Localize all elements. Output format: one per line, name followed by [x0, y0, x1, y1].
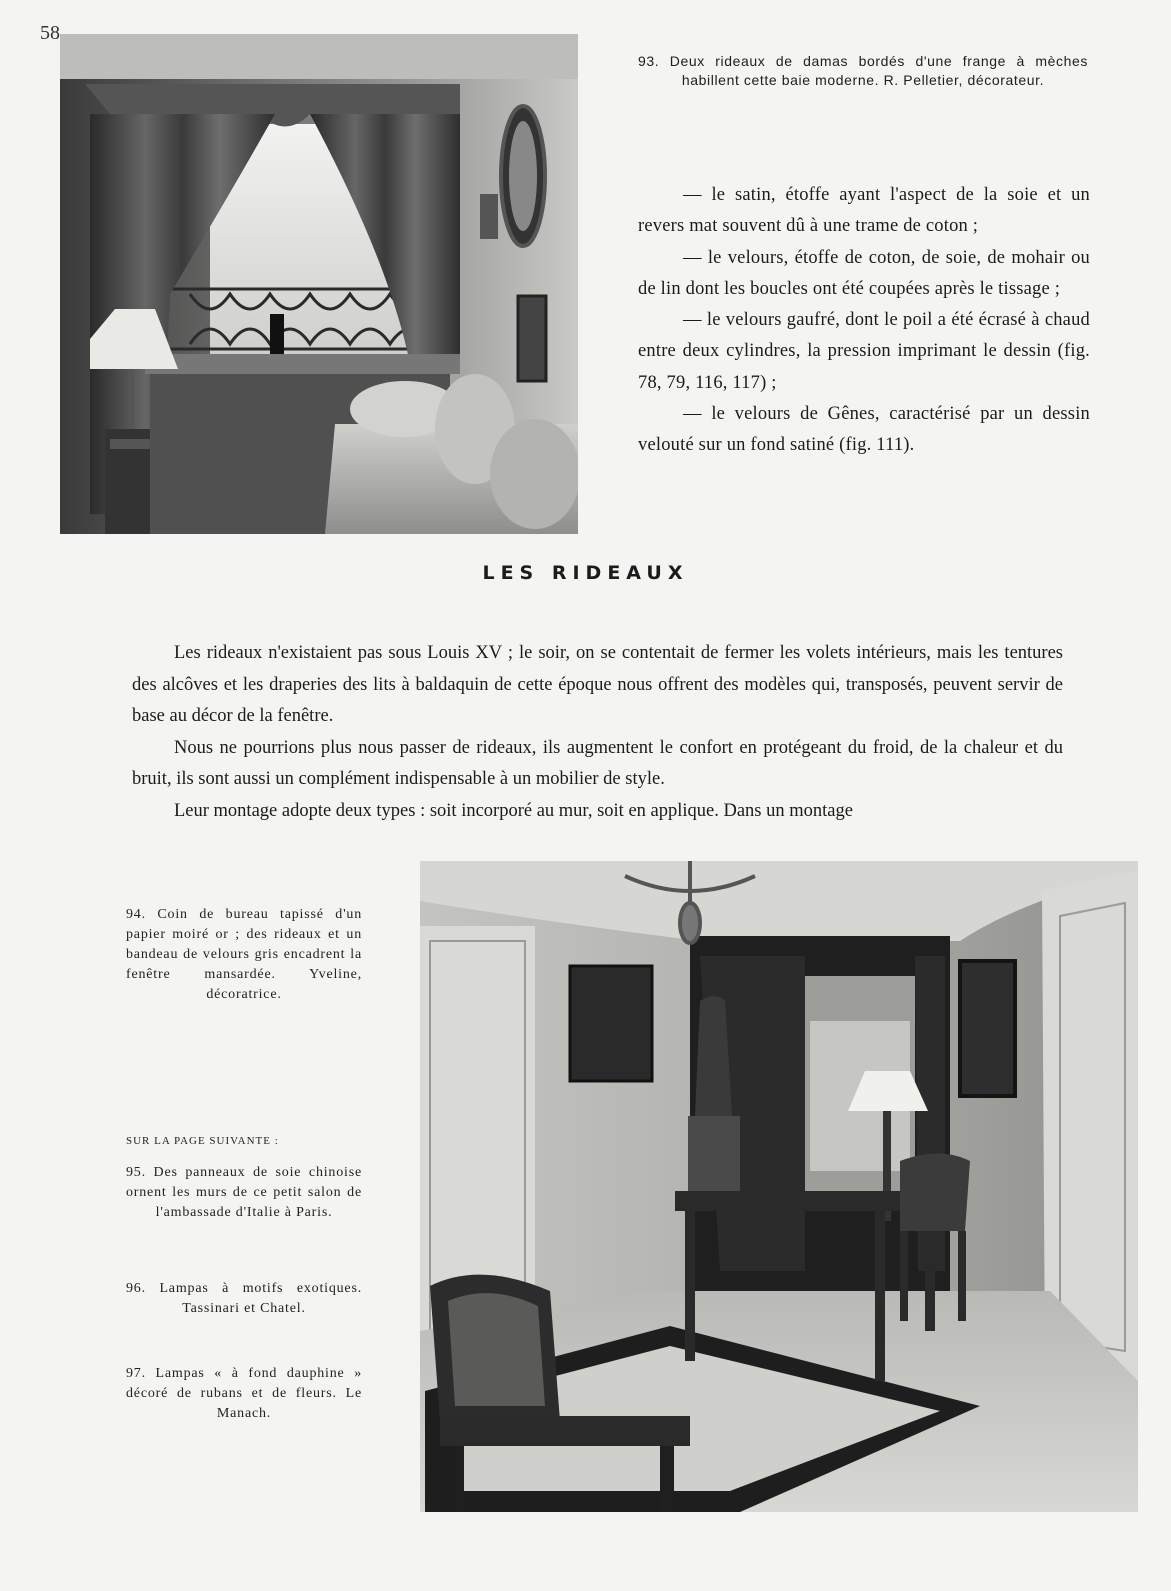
text-paragraph-satin: — le satin, étoffe ayant l'aspect de la soie et un revers mat souvent dû à une trame de coton ; [638, 185, 1090, 237]
text-paragraph-velours: — le velours, étoffe de coton, de soie, de mohair ou de lin dont les boucles ont été coupées après le tissage ; [638, 247, 1090, 299]
figure-96-caption-text: 96. Lampas à motifs exotiques. Tassinari et Chatel. [126, 1281, 362, 1316]
body-paragraph-3: Leur montage adopte deux types : soit incorporé au mur, soit en applique. Dans un montage [174, 800, 853, 821]
text-paragraph-velours-genes: — le velours de Gênes, caractérisé par un dessin velouté sur un fond satiné (fig. 111). [638, 404, 1090, 456]
figure-94-caption-text: 94. Coin de bureau tapissé d'un papier moiré or ; des rideaux et un bandeau de velours gris encadrent la fenêtre mansardée. Yveline, décoratrice. [126, 907, 362, 1002]
figure-94-caption [126, 905, 362, 1005]
curtained-window-photo [60, 34, 578, 534]
page-number: 58 [40, 22, 60, 44]
body-text [132, 638, 1063, 827]
body-paragraph-2: Nous ne pourrions plus nous passer de rideaux, ils augmentent le confort en protégeant du froid, de la chaleur et du bruit, ils sont aussi un complément indispensable à un mobilier de style. [132, 737, 1063, 789]
next-page-heading [126, 1131, 362, 1151]
next-page-heading-text: SUR LA PAGE SUIVANTE : [126, 1135, 279, 1147]
figure-97-caption-text: 97. Lampas « à fond dauphine » décoré de rubans et de fleurs. Le Manach. [126, 1366, 362, 1421]
body-paragraph-1: Les rideaux n'existaient pas sous Louis XV ; le soir, on se contentait de fermer les volets intérieurs, mais les tentures des alcôves et les draperies des lits à baldaquin de cette époque nous offrent des modèles qui, transposés, peuvent servir de base au décor de la fenêtre. [132, 643, 1063, 726]
figure-95-caption-text: 95. Des panneaux de soie chinoise ornent les murs de ce petit salon de l'ambassade d'Italie à Paris. [126, 1165, 362, 1220]
figure-97-caption [126, 1364, 362, 1424]
fabric-list-text [638, 180, 1090, 462]
text-paragraph-velours-gaufre: — le velours gaufré, dont le poil a été écrasé à chaud entre deux cylindres, la pression imprimant le dessin (fig. 78, 79, 116, 117) ; [638, 310, 1090, 393]
figure-96-caption [126, 1279, 362, 1319]
office-corner-photo [420, 861, 1138, 1512]
figure-95-caption [126, 1163, 362, 1223]
figure-93-caption: 93. Deux rideaux de damas bordés d'une frange à mèches habillent cette baie moderne. R. Pelletier, décorateur. [638, 53, 1088, 88]
section-title: LES RIDEAUX [482, 562, 689, 584]
